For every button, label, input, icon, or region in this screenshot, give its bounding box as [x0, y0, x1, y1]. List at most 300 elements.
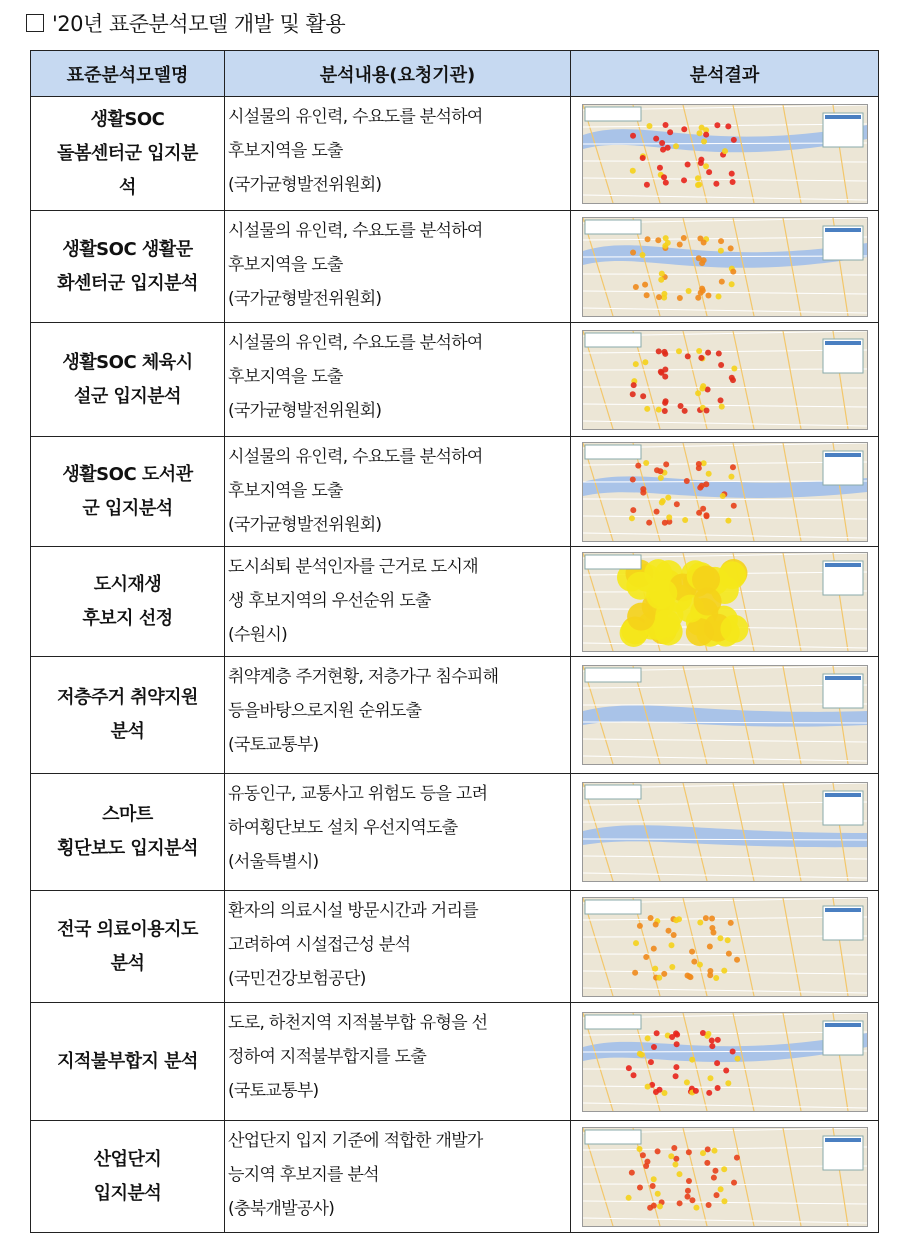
- map-panel: [585, 445, 641, 459]
- hotspot: [667, 129, 673, 135]
- hotspot: [669, 963, 675, 969]
- hotspot: [656, 164, 662, 170]
- hotspot: [681, 177, 687, 183]
- content-line: 시설물의 유인력, 수요도를 분석하여: [228, 221, 483, 241]
- hotspot: [695, 255, 701, 261]
- hotspot: [728, 281, 734, 287]
- table-row: [31, 1121, 879, 1233]
- model-name: [31, 437, 225, 547]
- content-line: 시설물의 유인력, 수요도를 분석하여: [228, 333, 483, 353]
- hotspot: [723, 1067, 729, 1073]
- analysis-content: [225, 323, 571, 437]
- content-line: 후보지역을 도출: [228, 141, 343, 161]
- hotspot: [734, 1055, 740, 1061]
- hotspot: [630, 507, 636, 513]
- hotspot: [661, 290, 667, 296]
- content-line: 후보지역을 도출: [228, 255, 343, 275]
- hotspot: [676, 1171, 682, 1177]
- hotspot: [650, 945, 656, 951]
- hotspot: [656, 1203, 662, 1209]
- hotspot: [662, 122, 668, 128]
- hotspot: [643, 181, 649, 187]
- hotspot: [673, 501, 679, 507]
- table-row: [31, 547, 879, 657]
- hotspot: [653, 508, 659, 514]
- analysis-result: [571, 1121, 879, 1233]
- hotspot: [676, 241, 682, 247]
- section-title: '20년 표준분석모델 개발 및 활용: [26, 8, 345, 38]
- hotspot: [708, 1037, 714, 1043]
- hotspot: [630, 249, 636, 255]
- hotspot: [709, 1043, 715, 1049]
- hotspot: [727, 919, 733, 925]
- hotspot: [636, 1184, 642, 1190]
- hotspot: [681, 126, 687, 132]
- result-map-thumbnail: [582, 897, 868, 997]
- hotspot: [704, 1159, 710, 1165]
- hotspot: [650, 1044, 656, 1050]
- hotspot: [666, 514, 672, 520]
- hotspot: [647, 1059, 653, 1065]
- hotspot: [661, 174, 667, 180]
- hotspot: [639, 1152, 645, 1158]
- hotspot: [665, 927, 671, 933]
- hotspot: [729, 1048, 735, 1054]
- analysis-content: [225, 547, 571, 657]
- hotspot: [718, 561, 746, 589]
- hotspot: [644, 236, 650, 242]
- hotspot: [658, 276, 664, 282]
- hotspot: [705, 1201, 711, 1207]
- requesting-agency: (국토교통부): [228, 1081, 319, 1101]
- hotspot: [694, 175, 700, 181]
- hotspot: [628, 515, 634, 521]
- hotspot: [696, 130, 702, 136]
- requesting-agency: (서울특별시): [228, 852, 319, 872]
- hotspot: [703, 163, 709, 169]
- hotspot: [701, 138, 707, 144]
- hotspot: [718, 362, 724, 368]
- hotspot: [731, 1179, 737, 1185]
- content-line: 고려하여 시설접근성 분석: [228, 935, 411, 955]
- requesting-agency: (국민건강보험공단): [228, 969, 366, 989]
- hotspot: [662, 235, 668, 241]
- hotspot: [630, 382, 636, 388]
- model-name: [31, 323, 225, 437]
- hotspot: [693, 1204, 699, 1210]
- hotspot: [668, 942, 674, 948]
- hotspot: [721, 967, 727, 973]
- result-map-thumbnail: [582, 104, 868, 204]
- hotspot: [661, 348, 667, 354]
- hotspot: [713, 180, 719, 186]
- hotspot: [662, 366, 668, 372]
- hotspot: [661, 1089, 667, 1095]
- hotspot: [718, 238, 724, 244]
- hotspot: [684, 1193, 690, 1199]
- model-name-line: 횡단보도 입지분석: [57, 838, 198, 859]
- hotspot: [633, 940, 639, 946]
- table-row: [31, 211, 879, 323]
- hotspot: [728, 473, 734, 479]
- hotspot: [656, 974, 662, 980]
- hotspot: [644, 405, 650, 411]
- hotspot: [714, 1060, 720, 1066]
- hotspot: [653, 135, 659, 141]
- hotspot: [658, 270, 664, 276]
- model-name: [31, 1121, 225, 1233]
- hotspot: [734, 956, 740, 962]
- hotspot: [642, 359, 648, 365]
- hotspot: [684, 1187, 690, 1193]
- hotspot: [713, 974, 719, 980]
- hotspot: [656, 1086, 662, 1092]
- model-name-line: 전국 의료이용지도: [57, 918, 198, 940]
- model-name-line: 입지분석: [93, 1182, 162, 1204]
- hotspot: [639, 155, 645, 161]
- requesting-agency: (충북개발공사): [228, 1199, 335, 1219]
- hotspot: [700, 1150, 706, 1156]
- analysis-content: [225, 211, 571, 323]
- standard-analysis-model-table: [30, 50, 879, 1233]
- analysis-content: [225, 657, 571, 774]
- analysis-content: [225, 774, 571, 891]
- model-name-line: 설군 입지분석: [73, 385, 182, 407]
- hotspot: [668, 1153, 674, 1159]
- analysis-content: [225, 437, 571, 547]
- hotspot: [636, 1050, 642, 1056]
- hotspot: [654, 1148, 660, 1154]
- hotspot: [696, 181, 702, 187]
- map-panel: [585, 220, 641, 234]
- analysis-result: [571, 774, 879, 891]
- hotspot: [663, 461, 669, 467]
- hotspot: [692, 1087, 698, 1093]
- hotspot: [714, 1036, 720, 1042]
- hotspot: [704, 1146, 710, 1152]
- hotspot: [689, 1056, 695, 1062]
- hotspot: [640, 486, 646, 492]
- map-panel: [585, 668, 641, 682]
- analysis-result: [571, 1003, 879, 1121]
- hotspot: [661, 407, 667, 413]
- hotspot: [709, 915, 715, 921]
- hotspot: [717, 397, 723, 403]
- content-line: 능지역 후보지를 분석: [228, 1165, 379, 1185]
- table-row: [31, 323, 879, 437]
- hotspot: [655, 348, 661, 354]
- content-line: 생 후보지역의 우선순위 도출: [228, 591, 431, 611]
- hotspot: [657, 468, 663, 474]
- hotspot: [682, 516, 688, 522]
- map-panel: [585, 785, 641, 799]
- hotspot: [683, 478, 689, 484]
- hotspot: [672, 1161, 678, 1167]
- hotspot: [673, 1064, 679, 1070]
- hotspot: [642, 281, 648, 287]
- model-name-line: 분석: [110, 952, 145, 974]
- hotspot: [714, 122, 720, 128]
- content-line: 도로, 하천지역 지적불부합 유형을 선: [228, 1013, 488, 1033]
- content-line: 취약계층 주거현황, 저층가구 침수피해: [228, 667, 499, 687]
- hotspot: [703, 131, 709, 137]
- content-line: 하여횡단보도 설치 우선지역도출: [228, 818, 458, 838]
- model-name-line: 생활SOC 도서관: [62, 463, 193, 485]
- hotspot: [647, 915, 653, 921]
- hotspot: [710, 929, 716, 935]
- analysis-content: [225, 97, 571, 211]
- header-analysis-result: 분석결과: [571, 51, 879, 97]
- result-map-thumbnail: [582, 665, 868, 765]
- content-line: 시설물의 유인력, 수요도를 분석하여: [228, 447, 483, 467]
- result-map-thumbnail: [582, 782, 868, 882]
- hotspot: [700, 505, 706, 511]
- hotspot: [662, 179, 668, 185]
- requesting-agency: (수원시): [228, 625, 288, 645]
- hotspot: [644, 1035, 650, 1041]
- hotspot: [661, 519, 667, 525]
- hotspot: [652, 921, 658, 927]
- content-line: 환자의 의료시설 방문시간과 거리를: [228, 901, 478, 921]
- model-name-line: 석: [119, 176, 136, 198]
- hotspot: [652, 965, 658, 971]
- content-line: 산업단지 입지 기준에 적합한 개발가: [228, 1131, 483, 1151]
- hotspot: [727, 245, 733, 251]
- hotspot: [728, 374, 734, 380]
- hotspot: [655, 237, 661, 243]
- requesting-agency: (국가균형발전위원회): [228, 289, 382, 309]
- hotspot: [684, 353, 690, 359]
- content-line: 시설물의 유인력, 수요도를 분석하여: [228, 107, 483, 127]
- model-name: [31, 891, 225, 1003]
- hotspot: [693, 587, 721, 615]
- hotspot: [689, 1197, 695, 1203]
- hotspot: [673, 143, 679, 149]
- map-panel: [585, 1130, 641, 1144]
- hotspot: [685, 287, 691, 293]
- hotspot: [725, 517, 731, 523]
- hotspot: [654, 1190, 660, 1196]
- content-line: 정하여 지적불부합지를 도출: [228, 1047, 427, 1067]
- result-map-thumbnail: [582, 330, 868, 430]
- hotspot: [685, 1149, 691, 1155]
- requesting-agency: (국가균형발전위원회): [228, 175, 382, 195]
- model-name-line: 지적불부합지 분석: [57, 1050, 198, 1072]
- model-name-line: 저층주거 취약지원: [57, 687, 198, 708]
- hotspot: [706, 1089, 712, 1095]
- analysis-result: [571, 323, 879, 437]
- hotspot: [705, 292, 711, 298]
- map-panel: [585, 555, 641, 569]
- hotspot: [717, 247, 723, 253]
- hotspot: [650, 1202, 656, 1208]
- hotspot: [695, 390, 701, 396]
- model-name: [31, 97, 225, 211]
- hotspot: [718, 403, 724, 409]
- hotspot: [639, 252, 645, 258]
- hotspot: [664, 144, 670, 150]
- hotspot: [659, 140, 665, 146]
- hotspot: [662, 399, 668, 405]
- hotspot: [729, 464, 735, 470]
- hotspot: [712, 1167, 718, 1173]
- table-row: [31, 1003, 879, 1121]
- requesting-agency: (국가균형발전위원회): [228, 401, 382, 421]
- content-line: 후보지역을 도출: [228, 367, 343, 387]
- hotspot: [697, 159, 703, 165]
- model-name-line: 생활SOC 생활문: [62, 238, 193, 260]
- map-panel: [585, 333, 641, 347]
- requesting-agency: (국토교통부): [228, 735, 319, 755]
- hotspot: [733, 1154, 739, 1160]
- analysis-content: [225, 891, 571, 1003]
- result-map-thumbnail: [582, 1127, 868, 1227]
- hotspot: [673, 1155, 679, 1161]
- analysis-result: [571, 891, 879, 1003]
- hotspot: [670, 932, 676, 938]
- hotspot: [669, 1033, 675, 1039]
- map-panel: [585, 900, 641, 914]
- hotspot: [730, 136, 736, 142]
- hotspot: [644, 1083, 650, 1089]
- hotspot: [725, 123, 731, 129]
- model-name: [31, 211, 225, 323]
- hotspot: [640, 393, 646, 399]
- hotspot: [632, 283, 638, 289]
- hotspot: [721, 148, 727, 154]
- hotspot: [707, 967, 713, 973]
- hotspot: [677, 403, 683, 409]
- hotspot: [717, 1186, 723, 1192]
- hotspot: [728, 170, 734, 176]
- hotspot: [658, 499, 664, 505]
- hotspot: [630, 132, 636, 138]
- hotspot: [628, 1169, 634, 1175]
- hotspot: [710, 1174, 716, 1180]
- hotspot: [691, 958, 697, 964]
- hotspot: [705, 349, 711, 355]
- hotspot: [697, 235, 703, 241]
- map-panel: [585, 1015, 641, 1029]
- hotspot: [671, 1145, 677, 1151]
- hotspot: [730, 502, 736, 508]
- model-name: [31, 774, 225, 891]
- hotspot: [699, 1030, 705, 1036]
- hotspot: [705, 1030, 711, 1036]
- hotspot: [643, 292, 649, 298]
- hotspot: [706, 943, 712, 949]
- hotspot: [702, 915, 708, 921]
- table-row: [31, 97, 879, 211]
- table-row: [31, 437, 879, 547]
- content-line: 유동인구, 교통사고 위험도 등을 고려: [228, 784, 488, 804]
- hotspot: [643, 954, 649, 960]
- hotspot: [675, 348, 681, 354]
- hotspot: [661, 970, 667, 976]
- result-map-thumbnail: [582, 1012, 868, 1112]
- hotspot: [725, 1080, 731, 1086]
- analysis-result: [571, 547, 879, 657]
- hotspot: [721, 1198, 727, 1204]
- model-name-line: 스마트: [102, 804, 153, 825]
- table-row: [31, 657, 879, 774]
- hotspot: [646, 519, 652, 525]
- requesting-agency: (국가균형발전위원회): [228, 515, 382, 535]
- hotspot: [646, 122, 652, 128]
- hotspot: [650, 1176, 656, 1182]
- hotspot: [717, 935, 723, 941]
- hotspot: [703, 513, 709, 519]
- model-name-line: 돌봄센터군 입지분: [57, 142, 198, 164]
- hotspot: [636, 922, 642, 928]
- analysis-content: [225, 1121, 571, 1233]
- hotspot: [720, 614, 748, 642]
- hotspot: [629, 391, 635, 397]
- header-model-name: 표준분석모델명: [31, 51, 225, 97]
- analysis-content: [225, 1003, 571, 1121]
- model-name-line: 후보지 선정: [82, 607, 173, 629]
- hotspot: [699, 385, 705, 391]
- hotspot: [724, 937, 730, 943]
- hotspot: [673, 1041, 679, 1047]
- hotspot: [718, 278, 724, 284]
- hotspot: [699, 285, 705, 291]
- hotspot: [630, 1072, 636, 1078]
- hotspot: [643, 460, 649, 466]
- hotspot: [705, 470, 711, 476]
- hotspot: [698, 482, 704, 488]
- model-name-line: 생활SOC 체육시: [62, 351, 193, 373]
- hotspot: [730, 268, 736, 274]
- hotspot: [636, 1145, 642, 1151]
- hotspot: [703, 407, 709, 413]
- analysis-result: [571, 211, 879, 323]
- hotspot: [696, 961, 702, 967]
- header-analysis-content: 분석내용(요청기관): [225, 51, 571, 97]
- hotspot: [625, 1194, 631, 1200]
- result-map-thumbnail: [582, 442, 868, 542]
- hotspot: [635, 462, 641, 468]
- hotspot: [714, 1085, 720, 1091]
- hotspot: [676, 294, 682, 300]
- table-row: [31, 774, 879, 891]
- hotspot: [649, 579, 677, 607]
- hotspot: [629, 476, 635, 482]
- hotspot: [696, 348, 702, 354]
- hotspot: [681, 407, 687, 413]
- hotspot: [676, 1200, 682, 1206]
- hotspot: [656, 294, 662, 300]
- hotspot: [689, 948, 695, 954]
- table-row: [31, 891, 879, 1003]
- hotspot: [706, 169, 712, 175]
- analysis-result: [571, 657, 879, 774]
- model-name: [31, 657, 225, 774]
- hotspot: [725, 950, 731, 956]
- hotspot: [731, 365, 737, 371]
- hotspot: [721, 1166, 727, 1172]
- checkbox-square-icon: [26, 14, 44, 32]
- hotspot: [729, 178, 735, 184]
- hotspot: [683, 1079, 689, 1085]
- model-name-line: 도시재생: [93, 573, 162, 595]
- hotspot: [657, 474, 663, 480]
- hotspot: [680, 235, 686, 241]
- model-name-line: 산업단지: [93, 1148, 162, 1170]
- result-map-thumbnail: [582, 217, 868, 317]
- analysis-result: [571, 97, 879, 211]
- model-name: [31, 547, 225, 657]
